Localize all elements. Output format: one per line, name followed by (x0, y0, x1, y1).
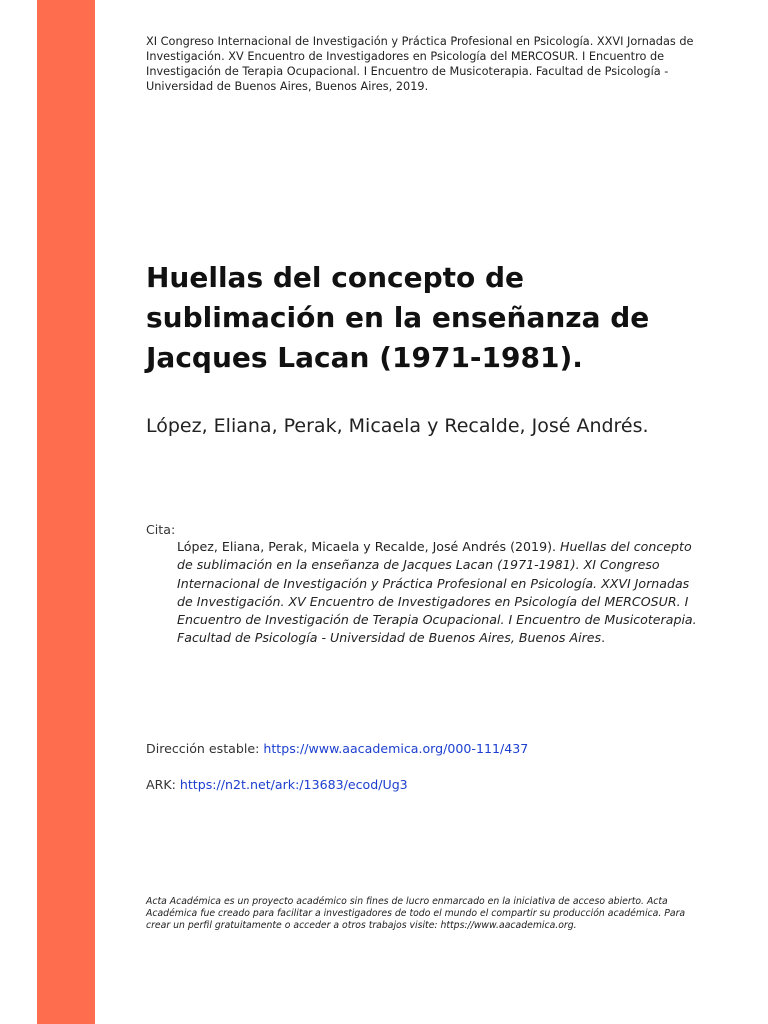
stable-address-link[interactable]: https://www.aacademica.org/000-111/437 (263, 741, 529, 756)
side-color-bar (37, 0, 95, 1024)
ark-label: ARK: (146, 777, 176, 792)
citation-italic: Huellas del concepto de sublimación en la enseñanza de Jacques Lacan (1971-1981). XI Congreso Internacional de Investigación y Práctica Profesional en Psicología. XXVI Jornadas de Investigación. XV Encuentro de Investigadores en Psicología del MERCOSUR. I Encuentro de Investigación de Terapia Ocupacional. I Encuentro de Musicoterapia. Facultad de Psicología - Universidad de Buenos Aires, Buenos Aires (177, 539, 697, 646)
citation-authors-year: López, Eliana, Perak, Micaela y Recalde, José Andrés (2019). (177, 539, 556, 554)
stable-address (146, 740, 528, 757)
citation-label: Cita: (146, 522, 176, 537)
conference-header: XI Congreso Internacional de Investigación y Práctica Profesional en Psicología. XXVI Jornadas de Investigación. XV Encuentro de Investigadores en Psicología del MERCOSUR. I Encuentro de Investigación de Terapia Ocupacional. I Encuentro de Musicoterapia. Facultad de Psicología - Universidad de Buenos Aires, Buenos Aires, 2019. (146, 35, 694, 93)
footer-notice: Acta Académica es un proyecto académico sin fines de lucro enmarcado en la iniciativa de acceso abierto. Acta Académica fue creado para facilitar a investigadores de todo el mundo el compartir su producción académica. Para crear un perfil gratuitamente o acceder a otros trabajos visite: https://www.aacademica.org. (146, 896, 686, 931)
citation-text (177, 538, 697, 648)
authors: López, Eliana, Perak, Micaela y Recalde, José Andrés. (146, 415, 649, 437)
citation-end: . (601, 630, 606, 646)
ark-address (146, 776, 408, 793)
page-title: Huellas del concepto de sublimación en la enseñanza de Jacques Lacan (1971-1981). (146, 261, 650, 374)
ark-link[interactable]: https://n2t.net/ark:/13683/ecod/Ug3 (179, 777, 408, 792)
stable-address-label: Dirección estable: (146, 741, 260, 756)
